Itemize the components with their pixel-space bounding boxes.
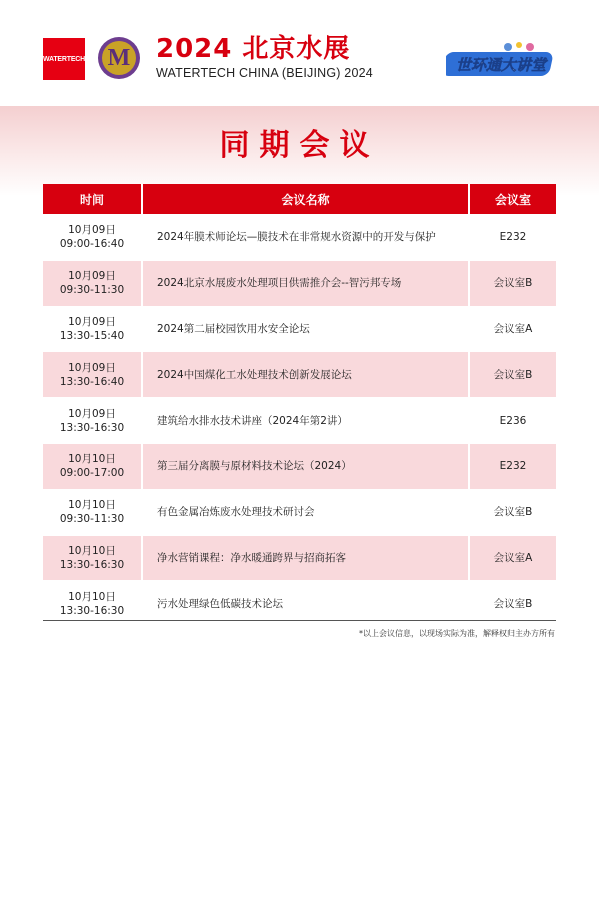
row-room: 会议室B <box>493 506 533 519</box>
row-name: 2024第二届校园饮用水安全论坛 <box>143 307 470 352</box>
row-time-cell <box>43 536 143 581</box>
row-time-cell <box>43 398 143 443</box>
row-time: 09:00-16:40 <box>59 238 125 251</box>
table-row <box>43 215 556 261</box>
row-name: 2024年膜术师论坛—膜技术在非常规水资源中的开发与保护 <box>143 215 470 260</box>
brand-lecture-text: 世环通大讲堂 <box>456 56 547 74</box>
row-name: 第三届分离膜与原材料技术论坛（2024） <box>143 444 470 489</box>
row-room: 会议室B <box>493 597 533 610</box>
row-date: 10月09日 <box>68 224 116 237</box>
row-time-cell <box>43 261 143 306</box>
table-row <box>43 444 556 490</box>
row-date: 10月10日 <box>68 544 116 557</box>
row-date: 10月09日 <box>68 407 116 420</box>
row-date: 10月10日 <box>68 499 116 512</box>
header-name: 会议名称 <box>143 184 470 214</box>
row-time-cell <box>43 307 143 352</box>
watertech-logo <box>43 38 85 80</box>
row-name: 污水处理绿色低碳技术论坛 <box>143 581 470 626</box>
row-time-cell <box>43 215 143 260</box>
header-time: 时间 <box>43 184 143 214</box>
row-room: E232 <box>499 231 527 244</box>
table-row <box>43 398 556 444</box>
m-emblem-logo <box>98 37 140 79</box>
table-bottom-divider <box>43 620 556 621</box>
page-title: 同期会议 <box>219 128 380 163</box>
table-row <box>43 307 556 353</box>
row-name: 2024北京水展废水处理项目供需推介会--智污邦专场 <box>143 261 470 306</box>
row-time: 13:30-16:30 <box>59 604 125 617</box>
row-time-cell <box>43 352 143 397</box>
row-time-cell <box>43 490 143 535</box>
row-date: 10月10日 <box>68 453 116 466</box>
row-room: 会议室B <box>493 277 533 290</box>
row-room: E232 <box>499 460 527 473</box>
event-title: 2024 北京水展 <box>156 34 351 64</box>
row-time: 13:30-15:40 <box>59 329 125 342</box>
row-time-cell <box>43 444 143 489</box>
brand-lecture-logo <box>446 42 558 82</box>
row-date: 10月09日 <box>68 361 116 374</box>
row-date: 10月09日 <box>68 270 116 283</box>
row-name: 建筑给水排水技术讲座（2024年第2讲） <box>143 398 470 443</box>
row-time: 09:00-17:00 <box>59 467 125 480</box>
table-row <box>43 490 556 536</box>
footnote: *以上会议信息，以现场实际为准，解释权归主办方所有 <box>359 629 555 638</box>
row-room: E236 <box>499 414 527 427</box>
row-name: 2024中国煤化工水处理技术创新发展论坛 <box>143 352 470 397</box>
row-date: 10月10日 <box>68 590 116 603</box>
row-room: 会议室B <box>493 368 533 381</box>
row-room: 会议室A <box>493 551 533 564</box>
conference-table <box>43 184 556 627</box>
row-room: 会议室A <box>493 322 533 335</box>
row-name: 净水营销课程：净水暖通跨界与招商拓客 <box>143 536 470 581</box>
watertech-logo-text: WATERTECH <box>43 55 86 63</box>
table-row <box>43 536 556 582</box>
row-date: 10月09日 <box>68 315 116 328</box>
table-row <box>43 352 556 398</box>
row-name: 有色金属冶炼废水处理技术研讨会 <box>143 490 470 535</box>
row-time: 13:30-16:30 <box>59 558 125 571</box>
row-time: 13:30-16:30 <box>59 421 125 434</box>
header-room: 会议室 <box>494 192 531 207</box>
event-subtitle: WATERTECH CHINA (BEIJING) 2024 <box>156 66 373 80</box>
m-emblem-letter: M <box>102 41 136 75</box>
row-time: 13:30-16:40 <box>59 375 125 388</box>
row-time: 09:30-11:30 <box>59 513 125 526</box>
row-time: 09:30-11:30 <box>59 284 125 297</box>
table-row <box>43 261 556 307</box>
table-header-row <box>43 184 556 215</box>
